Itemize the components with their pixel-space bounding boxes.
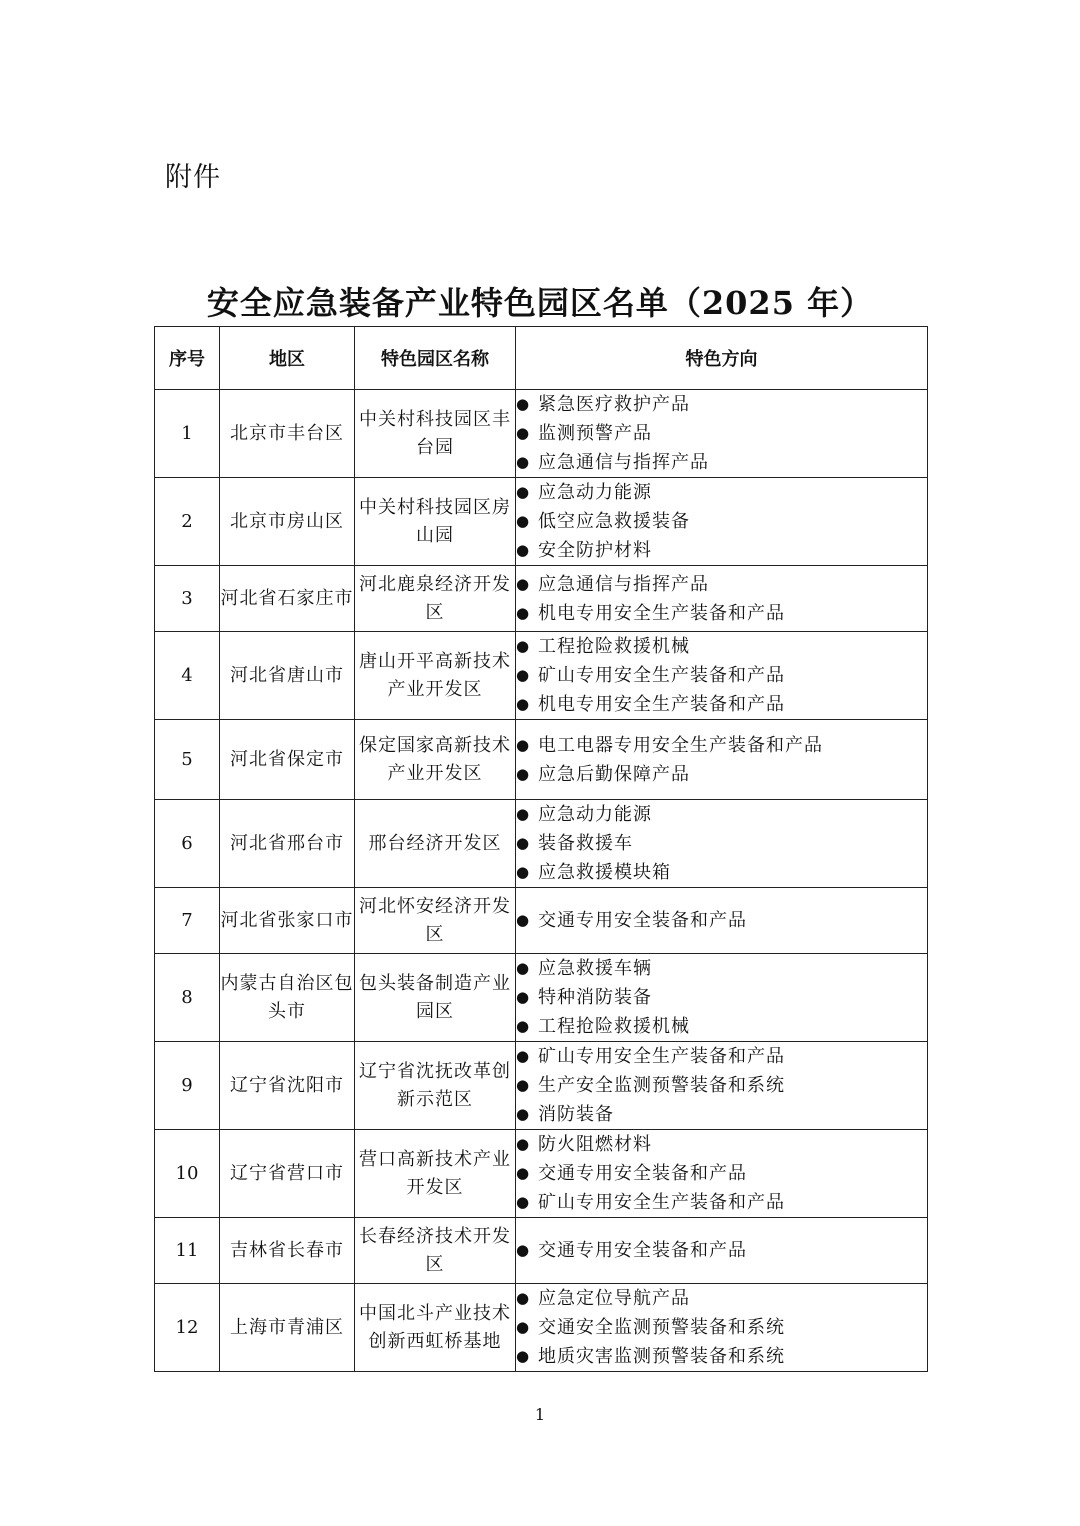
row-directions xyxy=(516,390,928,478)
table-header-row xyxy=(155,327,928,390)
direction-text: 机电专用安全生产装备和产品 xyxy=(538,694,785,715)
row-serial-no: 11 xyxy=(155,1218,220,1284)
row-park-name: 中关村科技园区丰台园 xyxy=(355,390,516,478)
bullet-icon: ● xyxy=(516,1135,531,1153)
bullet-icon: ● xyxy=(516,1347,531,1365)
bullet-icon: ● xyxy=(516,735,531,754)
header-region: 地区 xyxy=(220,327,355,390)
direction-text: 地质灾害监测预警装备和系统 xyxy=(538,1346,785,1367)
direction-text: 特种消防装备 xyxy=(538,987,652,1008)
row-directions xyxy=(516,800,928,888)
direction-item xyxy=(516,1236,927,1265)
table-body xyxy=(155,390,928,1372)
direction-text: 应急通信与指挥产品 xyxy=(538,452,709,473)
direction-item xyxy=(516,478,927,507)
direction-item xyxy=(516,906,927,935)
direction-text: 矿山专用安全生产装备和产品 xyxy=(538,665,785,686)
table-row xyxy=(155,800,928,888)
page-number: 1 xyxy=(534,1405,546,1424)
direction-text: 紧急医疗救护产品 xyxy=(538,394,690,415)
row-region: 上海市青浦区 xyxy=(220,1284,355,1372)
bullet-icon: ● xyxy=(516,805,531,823)
direction-list xyxy=(516,632,927,719)
bullet-icon: ● xyxy=(516,988,531,1006)
direction-text: 应急动力能源 xyxy=(538,482,652,503)
bullet-icon: ● xyxy=(516,1193,531,1211)
direction-list xyxy=(516,800,927,887)
row-serial-no: 6 xyxy=(155,800,220,888)
attachment-label: 附件 xyxy=(165,162,221,193)
row-serial-no: 2 xyxy=(155,478,220,566)
direction-text: 矿山专用安全生产装备和产品 xyxy=(538,1046,785,1067)
direction-item xyxy=(516,760,927,789)
direction-text: 工程抢险救援机械 xyxy=(538,1016,690,1037)
bullet-icon: ● xyxy=(516,1318,531,1336)
direction-list xyxy=(516,570,927,628)
bullet-icon: ● xyxy=(516,695,531,713)
bullet-icon: ● xyxy=(516,483,531,501)
header-direction: 特色方向 xyxy=(516,327,928,390)
bullet-icon: ● xyxy=(516,541,531,559)
direction-text: 机电专用安全生产装备和产品 xyxy=(538,602,785,624)
bullet-icon: ● xyxy=(516,453,531,471)
direction-item xyxy=(516,800,927,829)
direction-list xyxy=(516,1284,927,1371)
bullet-icon: ● xyxy=(516,834,531,852)
row-serial-no: 12 xyxy=(155,1284,220,1372)
direction-text: 应急救援模块箱 xyxy=(538,862,671,883)
direction-text: 应急救援车辆 xyxy=(538,958,652,979)
direction-list xyxy=(516,906,927,935)
row-serial-no: 7 xyxy=(155,888,220,954)
direction-text: 应急通信与指挥产品 xyxy=(538,573,709,595)
table-row xyxy=(155,1130,928,1218)
direction-item xyxy=(516,507,927,536)
direction-item xyxy=(516,829,927,858)
direction-list xyxy=(516,1130,927,1217)
direction-list xyxy=(516,478,927,565)
direction-list xyxy=(516,954,927,1041)
direction-item xyxy=(516,690,927,719)
bullet-icon: ● xyxy=(516,764,531,783)
direction-text: 应急后勤保障产品 xyxy=(538,763,690,785)
row-region: 辽宁省营口市 xyxy=(220,1130,355,1218)
park-list-table xyxy=(154,326,928,1372)
row-region: 内蒙古自治区包头市 xyxy=(220,954,355,1042)
direction-item xyxy=(516,1313,927,1342)
row-region: 河北省邢台市 xyxy=(220,800,355,888)
bullet-icon: ● xyxy=(516,666,531,684)
direction-text: 应急动力能源 xyxy=(538,804,652,825)
bullet-icon: ● xyxy=(516,911,531,929)
direction-list xyxy=(516,731,927,789)
row-park-name: 唐山开平高新技术产业开发区 xyxy=(355,632,516,720)
row-serial-no: 3 xyxy=(155,566,220,632)
direction-item xyxy=(516,1159,927,1188)
table-row xyxy=(155,1284,928,1372)
direction-text: 低空应急救援装备 xyxy=(538,511,690,532)
table-row xyxy=(155,566,928,632)
document-title: 安全应急装备产业特色园区名单（2025 年） xyxy=(206,284,874,322)
direction-text: 矿山专用安全生产装备和产品 xyxy=(538,1192,785,1213)
row-region: 河北省保定市 xyxy=(220,720,355,800)
row-directions xyxy=(516,1042,928,1130)
row-park-name: 邢台经济开发区 xyxy=(355,800,516,888)
table-row xyxy=(155,390,928,478)
row-serial-no: 1 xyxy=(155,390,220,478)
direction-item xyxy=(516,1100,927,1129)
row-directions xyxy=(516,720,928,800)
row-directions xyxy=(516,1130,928,1218)
row-directions xyxy=(516,954,928,1042)
bullet-icon: ● xyxy=(516,637,531,655)
row-region: 北京市房山区 xyxy=(220,478,355,566)
row-park-name: 辽宁省沈抚改革创新示范区 xyxy=(355,1042,516,1130)
bullet-icon: ● xyxy=(516,1076,531,1094)
row-park-name: 长春经济技术开发区 xyxy=(355,1218,516,1284)
direction-text: 安全防护材料 xyxy=(538,540,652,561)
direction-text: 防火阻燃材料 xyxy=(538,1134,652,1155)
direction-text: 工程抢险救援机械 xyxy=(538,636,690,657)
direction-text: 应急定位导航产品 xyxy=(538,1288,690,1309)
direction-text: 监测预警产品 xyxy=(538,423,652,444)
row-park-name: 包头装备制造产业园区 xyxy=(355,954,516,1042)
row-serial-no: 5 xyxy=(155,720,220,800)
row-region: 吉林省长春市 xyxy=(220,1218,355,1284)
direction-item xyxy=(516,1012,927,1041)
table-row xyxy=(155,1218,928,1284)
direction-item xyxy=(516,731,927,760)
row-serial-no: 9 xyxy=(155,1042,220,1130)
row-park-name: 营口高新技术产业开发区 xyxy=(355,1130,516,1218)
row-directions xyxy=(516,1284,928,1372)
header-park-name: 特色园区名称 xyxy=(355,327,516,390)
row-directions xyxy=(516,1218,928,1284)
table-row xyxy=(155,720,928,800)
row-serial-no: 10 xyxy=(155,1130,220,1218)
direction-text: 交通专用安全装备和产品 xyxy=(538,1163,747,1184)
direction-item xyxy=(516,858,927,887)
direction-item xyxy=(516,536,927,565)
direction-text: 生产安全监测预警装备和系统 xyxy=(538,1075,785,1096)
direction-text: 交通专用安全装备和产品 xyxy=(538,910,747,931)
bullet-icon: ● xyxy=(516,1105,531,1123)
direction-item xyxy=(516,661,927,690)
direction-list xyxy=(516,1236,927,1265)
direction-item xyxy=(516,983,927,1012)
row-park-name: 河北鹿泉经济开发区 xyxy=(355,566,516,632)
direction-item xyxy=(516,1284,927,1313)
direction-item xyxy=(516,599,927,628)
row-region: 辽宁省沈阳市 xyxy=(220,1042,355,1130)
bullet-icon: ● xyxy=(516,512,531,530)
bullet-icon: ● xyxy=(516,863,531,881)
row-region: 河北省唐山市 xyxy=(220,632,355,720)
bullet-icon: ● xyxy=(516,1017,531,1035)
direction-item xyxy=(516,448,927,477)
direction-text: 装备救援车 xyxy=(538,833,633,854)
bullet-icon: ● xyxy=(516,1164,531,1182)
direction-text: 交通专用安全装备和产品 xyxy=(538,1240,747,1261)
row-park-name: 河北怀安经济开发区 xyxy=(355,888,516,954)
bullet-icon: ● xyxy=(516,603,531,622)
direction-item xyxy=(516,570,927,599)
row-directions xyxy=(516,566,928,632)
row-directions xyxy=(516,478,928,566)
table-row xyxy=(155,1042,928,1130)
bullet-icon: ● xyxy=(516,424,531,442)
bullet-icon: ● xyxy=(516,1289,531,1307)
direction-item xyxy=(516,1188,927,1217)
direction-item xyxy=(516,390,927,419)
row-region: 北京市丰台区 xyxy=(220,390,355,478)
row-region: 河北省石家庄市 xyxy=(220,566,355,632)
row-directions xyxy=(516,888,928,954)
row-serial-no: 4 xyxy=(155,632,220,720)
direction-text: 交通安全监测预警装备和系统 xyxy=(538,1317,785,1338)
row-park-name: 保定国家高新技术产业开发区 xyxy=(355,720,516,800)
direction-item xyxy=(516,632,927,661)
direction-item xyxy=(516,1130,927,1159)
bullet-icon: ● xyxy=(516,1047,531,1065)
row-directions xyxy=(516,632,928,720)
bullet-icon: ● xyxy=(516,574,531,593)
direction-text: 消防装备 xyxy=(538,1104,614,1125)
direction-list xyxy=(516,390,927,477)
bullet-icon: ● xyxy=(516,395,531,413)
direction-list xyxy=(516,1042,927,1129)
direction-item xyxy=(516,954,927,983)
table-row xyxy=(155,888,928,954)
row-park-name: 中关村科技园区房山园 xyxy=(355,478,516,566)
bullet-icon: ● xyxy=(516,1241,531,1259)
direction-item xyxy=(516,419,927,448)
direction-item xyxy=(516,1042,927,1071)
bullet-icon: ● xyxy=(516,959,531,977)
row-serial-no: 8 xyxy=(155,954,220,1042)
table-row xyxy=(155,954,928,1042)
row-park-name: 中国北斗产业技术创新西虹桥基地 xyxy=(355,1284,516,1372)
table-row xyxy=(155,632,928,720)
direction-item xyxy=(516,1342,927,1371)
direction-item xyxy=(516,1071,927,1100)
table-row xyxy=(155,478,928,566)
direction-text: 电工电器专用安全生产装备和产品 xyxy=(538,734,823,756)
header-serial-no: 序号 xyxy=(155,327,220,390)
row-region: 河北省张家口市 xyxy=(220,888,355,954)
